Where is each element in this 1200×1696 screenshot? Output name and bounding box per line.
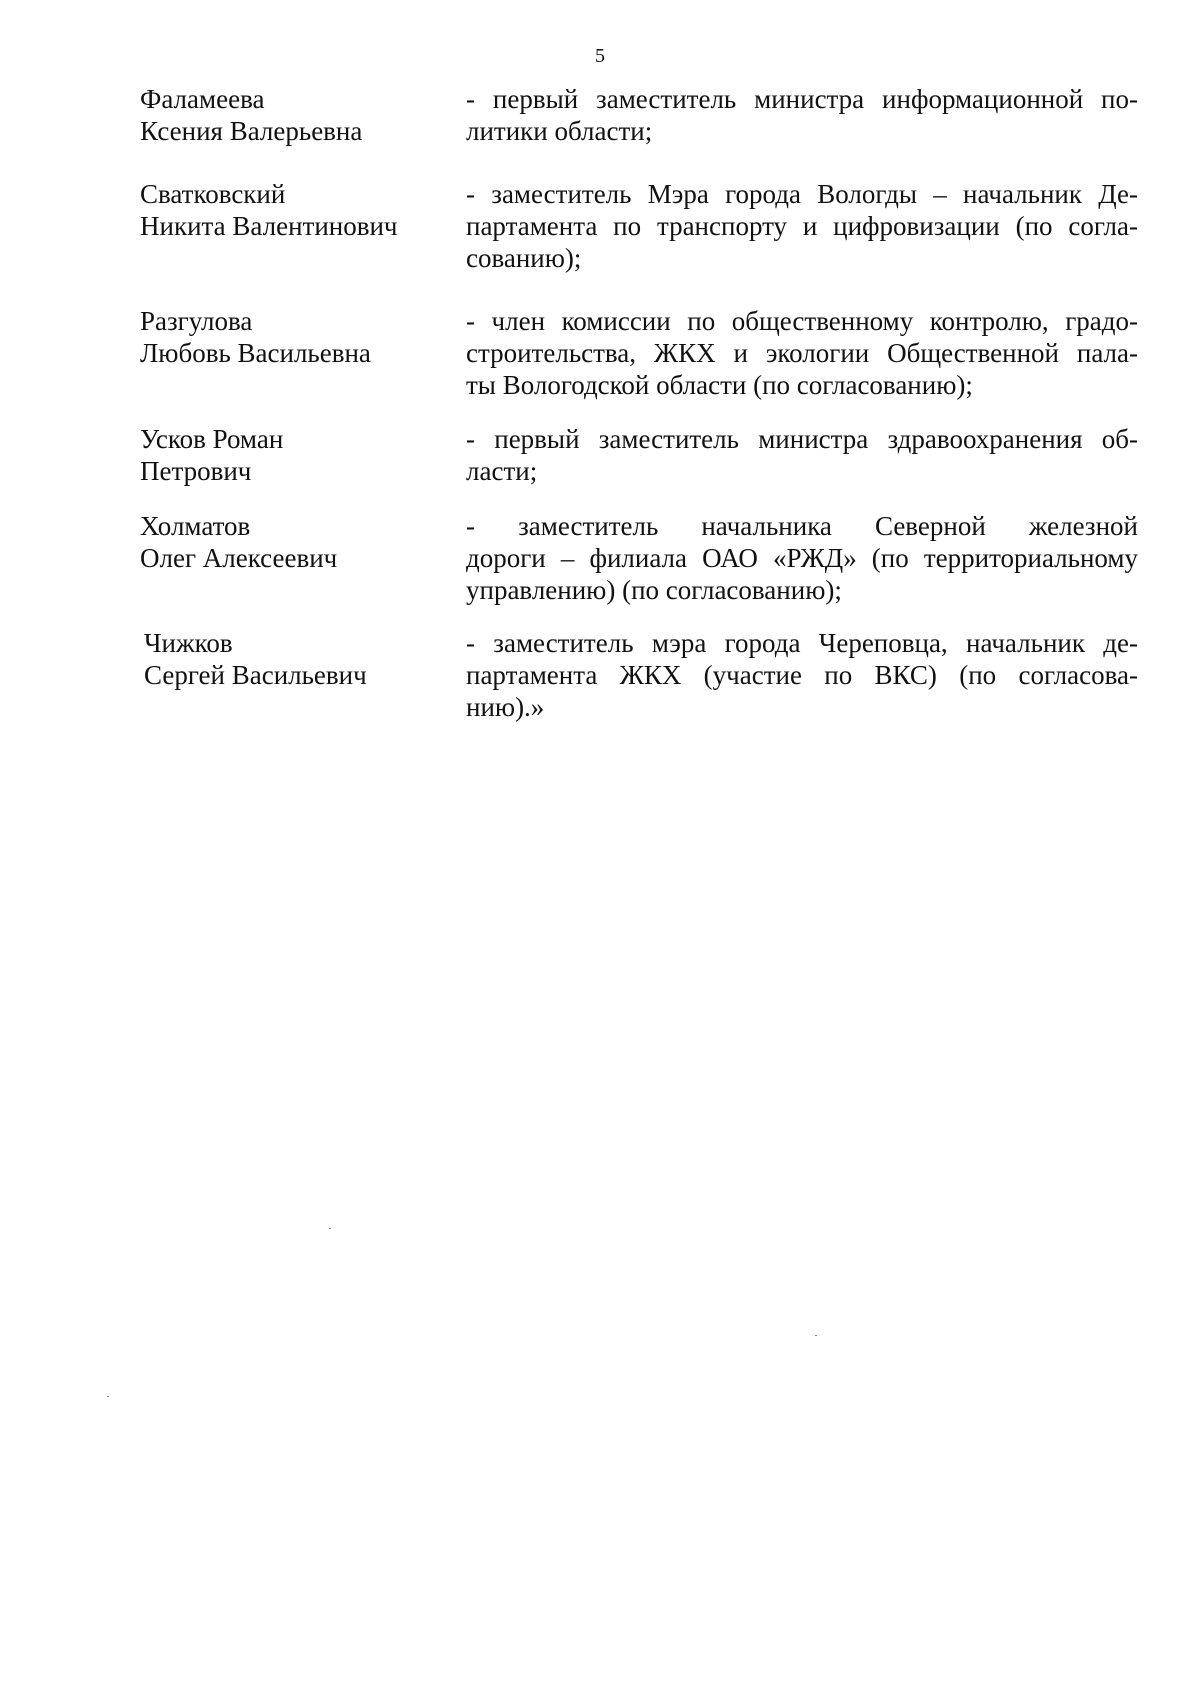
- scan-speck: [329, 1228, 331, 1229]
- member-surname: Сватковский: [140, 179, 286, 209]
- member-role-line: - заместитель Мэра города Вологды – начальник Де-: [466, 179, 1138, 209]
- member-role: [466, 627, 1138, 723]
- member-role-line: ласти;: [466, 456, 538, 486]
- member-role-line: - член комиссии по общественному контролю, градо-: [466, 306, 1138, 336]
- member-entry: [0, 305, 1200, 423]
- member-entry: [0, 423, 1200, 510]
- member-name: [140, 83, 440, 147]
- member-role: [466, 83, 1138, 147]
- member-role-line: партамента по транспорту и цифровизации (по согла-: [466, 211, 1138, 241]
- member-given-names: Петрович: [140, 456, 252, 486]
- member-given-names: Никита Валентинович: [140, 211, 398, 241]
- member-role: [466, 305, 1138, 401]
- member-given-names: Олег Алексеевич: [140, 543, 338, 573]
- member-role-line: - первый заместитель министра здравоохранения об-: [466, 424, 1138, 454]
- member-entry: [0, 178, 1200, 305]
- member-name: [140, 178, 440, 242]
- member-role-line: нию).»: [466, 692, 545, 722]
- member-role: [466, 423, 1138, 487]
- member-role: [466, 178, 1138, 274]
- member-given-names: Сергей Васильевич: [144, 660, 367, 690]
- member-surname: Чижков: [144, 628, 233, 658]
- member-role-line: - заместитель мэра города Череповца, начальник де-: [466, 628, 1138, 658]
- member-given-names: Любовь Васильевна: [140, 338, 371, 368]
- member-role-line: - заместитель начальника Северной железной: [466, 511, 1138, 541]
- member-surname: Фаламеева: [140, 84, 265, 114]
- scan-speck: [107, 1396, 109, 1397]
- scan-speck: [815, 1335, 817, 1336]
- page-number: 5: [595, 45, 605, 67]
- member-name: [144, 627, 444, 691]
- member-name: [140, 510, 440, 574]
- member-role-line: ты Вологодской области (по согласованию);: [466, 370, 973, 400]
- member-role-line: сованию);: [466, 243, 582, 273]
- member-given-names: Ксения Валерьевна: [140, 116, 363, 146]
- member-list: [0, 76, 1200, 737]
- member-surname: Холматов: [140, 511, 251, 541]
- member-entry: [0, 83, 1200, 178]
- member-role-line: строительства, ЖКХ и экологии Общественной пала-: [466, 338, 1138, 368]
- member-surname: Разгулова: [140, 306, 253, 336]
- member-role-line: управлению) (по согласованию);: [466, 575, 842, 605]
- member-entry: [0, 510, 1200, 627]
- member-entry: [0, 627, 1200, 737]
- member-name: [140, 423, 440, 487]
- member-surname: Усков Роман: [140, 424, 284, 454]
- member-role-line: дороги – филиала ОАО «РЖД» (по территориальному: [466, 543, 1138, 573]
- member-role-line: литики области;: [466, 116, 653, 146]
- member-role: [466, 510, 1138, 606]
- member-role-line: партамента ЖКХ (участие по ВКС) (по согласова-: [466, 660, 1138, 690]
- member-role-line: - первый заместитель министра информационной по-: [466, 84, 1138, 114]
- member-name: [140, 305, 440, 369]
